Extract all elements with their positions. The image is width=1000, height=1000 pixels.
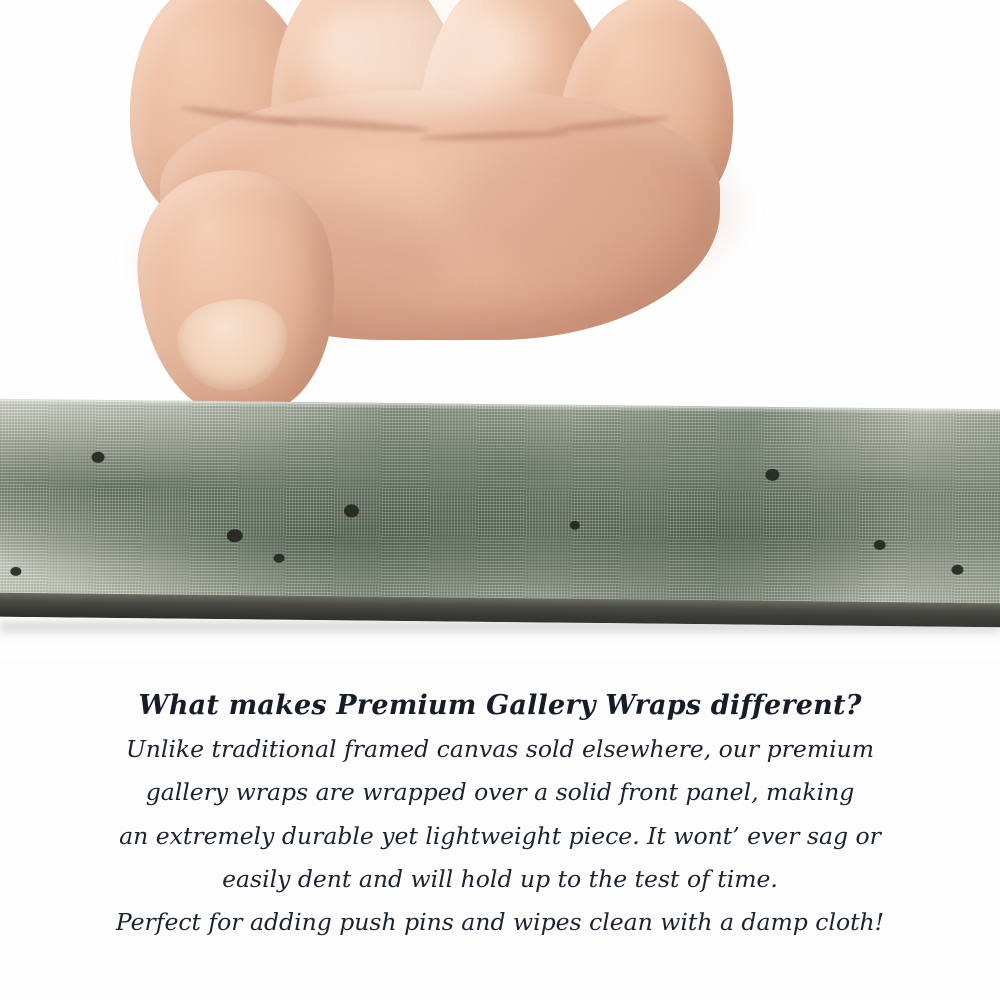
print-speck	[874, 540, 886, 550]
canvas-weave-texture	[0, 399, 1000, 628]
print-speck	[570, 521, 580, 530]
caption-line: Perfect for adding push pins and wipes clean with a damp cloth!	[115, 908, 885, 937]
canvas-drop-shadow	[0, 622, 1000, 638]
hand-illustration	[120, 0, 740, 430]
print-speck	[344, 504, 359, 517]
print-speck	[227, 529, 243, 542]
print-speck	[765, 469, 779, 481]
caption-heading: What makes Premium Gallery Wraps different?	[138, 690, 862, 721]
caption-line: gallery wraps are wrapped over a solid front panel, making	[145, 778, 855, 807]
caption-body	[0, 733, 1000, 940]
caption-line: easily dent and will hold up to the test of time.	[222, 865, 778, 894]
print-speck	[273, 554, 284, 563]
caption-line: Unlike traditional framed canvas sold elsewhere, our premium	[125, 735, 875, 763]
print-speck	[10, 567, 21, 576]
print-speck	[951, 565, 963, 575]
canvas-wrap-edge	[0, 399, 1000, 628]
hand-shadow	[450, 140, 730, 280]
caption-block	[0, 690, 1000, 950]
caption-line: an extremely durable yet lightweight piece. It wont’ ever sag or	[119, 821, 881, 850]
print-speck	[92, 452, 105, 463]
